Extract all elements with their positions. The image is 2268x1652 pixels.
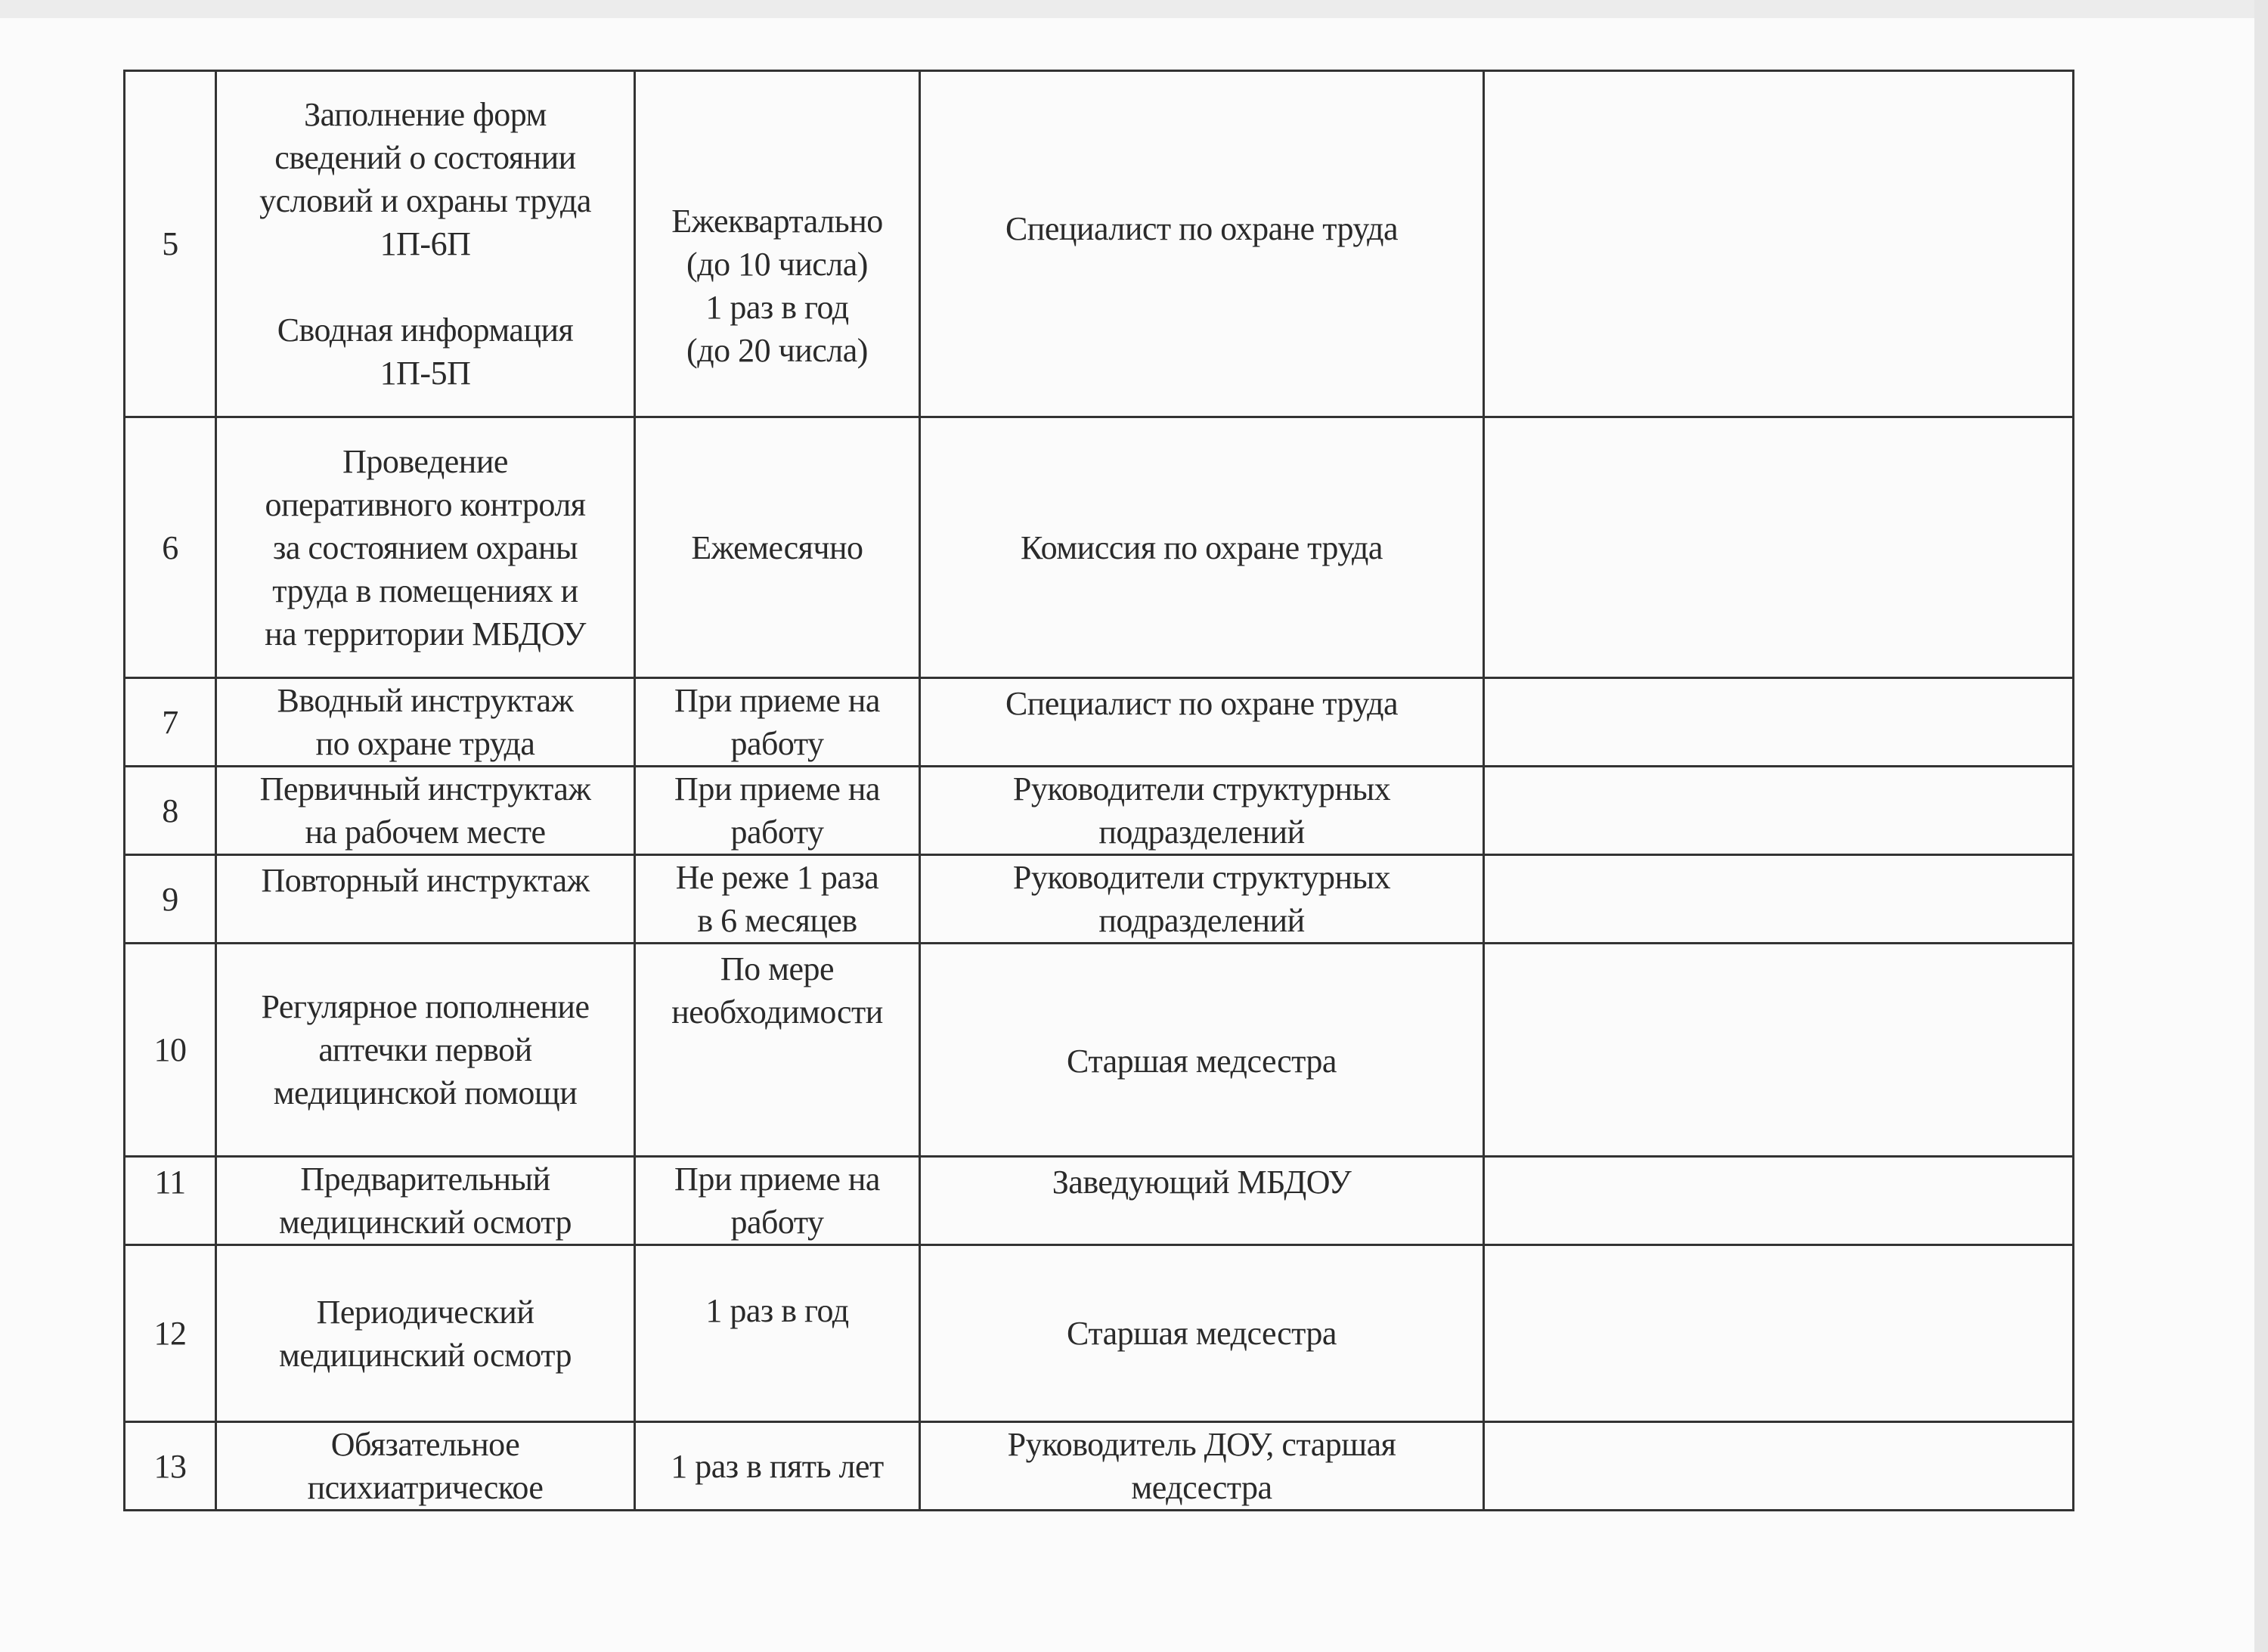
labor-safety-plan-table xyxy=(123,70,2074,1511)
note-cell xyxy=(1484,1245,2074,1422)
row-number: 12 xyxy=(125,1245,216,1422)
note-cell xyxy=(1484,1157,2074,1245)
note-cell xyxy=(1484,855,2074,944)
note-cell xyxy=(1484,767,2074,855)
row-number: 6 xyxy=(125,417,216,678)
activity-cell: Первичный инструктаж на рабочем месте xyxy=(216,767,635,855)
responsible-cell: Руководитель ДОУ, старшая медсестра xyxy=(920,1422,1484,1511)
responsible-cell: Старшая медсестра xyxy=(920,1245,1484,1422)
activity-cell: Периодический медицинский осмотр xyxy=(216,1245,635,1422)
responsible-cell: Комиссия по охране труда xyxy=(920,417,1484,678)
period-cell: При приеме на работу xyxy=(635,678,920,767)
note-cell xyxy=(1484,71,2074,417)
table-row xyxy=(125,1422,2074,1511)
period-cell: Ежемесячно xyxy=(635,417,920,678)
responsible-cell: Руководители структурных подразделений xyxy=(920,767,1484,855)
row-number: 13 xyxy=(125,1422,216,1511)
table-row xyxy=(125,678,2074,767)
table-row xyxy=(125,855,2074,944)
row-number: 8 xyxy=(125,767,216,855)
responsible-cell: Специалист по охране труда xyxy=(920,678,1484,767)
period-cell: При приеме на работу xyxy=(635,767,920,855)
activity-cell: Проведение оперативного контроля за состоянием охраны труда в помещениях и на территории МБДОУ xyxy=(216,417,635,678)
responsible-cell: Специалист по охране труда xyxy=(920,71,1484,417)
row-number: 11 xyxy=(125,1157,216,1245)
table-row xyxy=(125,1157,2074,1245)
table-row xyxy=(125,71,2074,417)
scan-right-edge xyxy=(2254,0,2268,1652)
scan-top-edge xyxy=(0,0,2268,18)
row-number: 5 xyxy=(125,71,216,417)
row-number: 7 xyxy=(125,678,216,767)
responsible-cell: Заведующий МБДОУ xyxy=(920,1157,1484,1245)
note-cell xyxy=(1484,944,2074,1157)
activity-cell: Регулярное пополнение аптечки первой медицинской помощи xyxy=(216,944,635,1157)
period-cell: При приеме на работу xyxy=(635,1157,920,1245)
table-row xyxy=(125,767,2074,855)
row-number: 10 xyxy=(125,944,216,1157)
period-cell: 1 раз в пять лет xyxy=(635,1422,920,1511)
responsible-cell: Руководители структурных подразделений xyxy=(920,855,1484,944)
table-row xyxy=(125,1245,2074,1422)
row-number: 9 xyxy=(125,855,216,944)
period-cell: Не реже 1 раза в 6 месяцев xyxy=(635,855,920,944)
table-row xyxy=(125,417,2074,678)
note-cell xyxy=(1484,678,2074,767)
activity-cell: Вводный инструктаж по охране труда xyxy=(216,678,635,767)
period-cell: Ежеквартально (до 10 числа) 1 раз в год (до 20 числа) xyxy=(635,71,920,417)
table-row xyxy=(125,944,2074,1157)
note-cell xyxy=(1484,1422,2074,1511)
activity-cell: Повторный инструктаж xyxy=(216,855,635,944)
period-cell: 1 раз в год xyxy=(635,1245,920,1422)
activity-cell: Предварительный медицинский осмотр xyxy=(216,1157,635,1245)
activity-cell: Заполнение форм сведений о состоянии условий и охраны труда 1П-6П Сводная информация 1П-5П xyxy=(216,71,635,417)
note-cell xyxy=(1484,417,2074,678)
activity-cell: Обязательное психиатрическое xyxy=(216,1422,635,1511)
period-cell: По мере необходимости xyxy=(635,944,920,1157)
responsible-cell: Старшая медсестра xyxy=(920,944,1484,1157)
